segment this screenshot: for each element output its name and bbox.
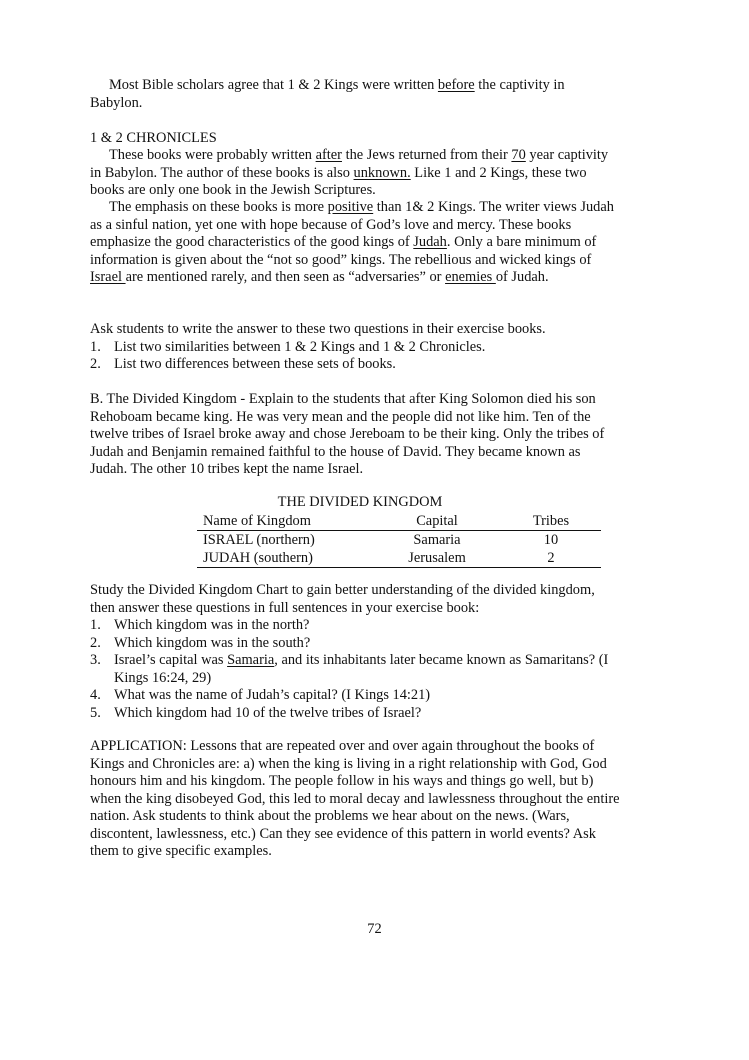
divided-kingdom-table — [197, 512, 601, 568]
chronicles-heading: 1 & 2 CHRONICLES — [90, 130, 217, 146]
item-number: 1. — [90, 617, 101, 633]
underlined-word: positive — [327, 199, 374, 215]
page-number: 72 — [367, 921, 382, 937]
text-run: The emphasis on these books is more — [109, 199, 328, 215]
item-text: List two similarities between 1 & 2 Kings and 1 & 2 Chronicles. — [114, 338, 486, 355]
item-text: What was the name of Judah’s capital? (I Kings 14:21) — [114, 687, 431, 703]
list-item — [90, 687, 620, 705]
table-cell: ISRAEL (northern) — [203, 532, 315, 548]
table-row — [197, 531, 601, 550]
exercise-2-intro: Study the Divided Kingdom Chart to gain better understanding of the divided kingdom, then answer these questions in full sentences in your exercise book: — [90, 582, 595, 616]
text-run: the Jews returned from their — [341, 147, 512, 163]
item-number: 5. — [90, 704, 101, 721]
table-cell: 10 — [543, 532, 559, 548]
underlined-word: unknown. — [353, 164, 411, 181]
table-header: Name of Kingdom — [197, 512, 373, 531]
table-cell: JUDAH (southern) — [197, 549, 373, 568]
table-row — [197, 549, 601, 568]
item-text: Which kingdom was in the north? — [114, 617, 310, 633]
list-item — [90, 652, 620, 687]
table-header: Tribes — [501, 512, 601, 531]
item-text: List two differences between these sets of books. — [114, 356, 396, 372]
item-number: 4. — [90, 687, 101, 703]
text-run: of Judah. — [495, 269, 549, 285]
text-run: than 1& 2 Kings. The writer views Judah as a sinful nation, yet one with hope because of God’s love and mercy. These books emphasize the good characteristics of the good kings of — [90, 199, 614, 250]
item-text: , and its inhabitants later became known as Samaritans? (I Kings 16:24, 29) — [114, 652, 609, 686]
exercise-2-list — [90, 617, 620, 722]
item-text: Israel’s capital was — [114, 652, 228, 668]
exercise-1-intro: Ask students to write the answer to these two questions in their exercise books. — [90, 321, 546, 337]
table-header: Capital — [373, 512, 501, 531]
item-number: 2. — [90, 356, 101, 372]
item-number: 3. — [90, 652, 101, 668]
list-item — [90, 617, 620, 635]
exercise-1 — [90, 321, 620, 374]
list-item — [90, 705, 620, 723]
underlined-word: enemies — [445, 269, 496, 285]
text-run: the captivity in Babylon. — [90, 77, 565, 111]
underlined-word: Israel — [90, 269, 126, 285]
chronicles-paragraph-1 — [90, 147, 620, 200]
application-paragraph: APPLICATION: Lessons that are repeated over and over again throughout the books of Kings and Chronicles are: a) when the king is living in a right relationship with God, God honours him and his kingdom. The people follow in his ways and things go well, but b) when the king disobeyed God, this led to moral decay and lawlessness throughout the entire nation. Ask students to think about the problems we hear about on the news. (Wars, discontent, lawlessness, etc.) Can they see evidence of this pattern in world events? Ask them to give specific examples. — [90, 738, 620, 859]
item-number: 2. — [90, 634, 101, 651]
text-run: Most Bible scholars agree that 1 & 2 Kings were written — [109, 77, 438, 93]
item-text: Which kingdom was in the south? — [114, 634, 311, 651]
item-text: Which kingdom had 10 of the twelve tribes of Israel? — [114, 704, 422, 721]
list-item — [90, 356, 620, 374]
underlined-word: Samaria — [227, 652, 275, 668]
text-run: Like 1 and 2 Kings, these two books are only one book in the Jewish Scriptures. — [90, 164, 587, 198]
exercise-1-list — [90, 339, 620, 374]
underlined-word: Judah — [413, 234, 447, 250]
table-cell: Jerusalem — [373, 549, 501, 568]
text-run: . Only a bare minimum of information is given about the “not so good” kings. The rebellious and wicked kings of — [90, 234, 597, 268]
list-item — [90, 635, 620, 653]
text-run: These books were probably written — [109, 147, 316, 163]
exercise-2 — [90, 582, 620, 722]
underlined-word: after — [315, 147, 342, 163]
list-item — [90, 339, 620, 357]
divided-kingdom-paragraph: B. The Divided Kingdom - Explain to the students that after King Solomon died his son Rehoboam became king. He was very mean and the people did not like him. Ten of the twelve tribes of Israel broke away and chose Jereboam to be their king. Only the tribes of Judah and Benjamin remained faithful to the house of David. They became known as Judah. The other 10 tribes kept the name Israel. — [90, 391, 605, 477]
table-cell: 2 — [501, 549, 601, 568]
underlined-word: 70 — [511, 147, 526, 163]
table-cell: Samaria — [413, 532, 461, 548]
text-run: are mentioned rarely, and then seen as “adversaries” or — [125, 269, 446, 285]
text-run: year captivity in Babylon. The author of these books is also — [90, 147, 609, 181]
item-number: 1. — [90, 338, 101, 355]
kings-paragraph — [90, 77, 620, 112]
divided-kingdom-table-title: THE DIVIDED KINGDOM — [277, 494, 443, 510]
table-header-row — [197, 512, 601, 531]
underlined-word: before — [437, 77, 475, 93]
chronicles-paragraph-2 — [90, 199, 620, 287]
